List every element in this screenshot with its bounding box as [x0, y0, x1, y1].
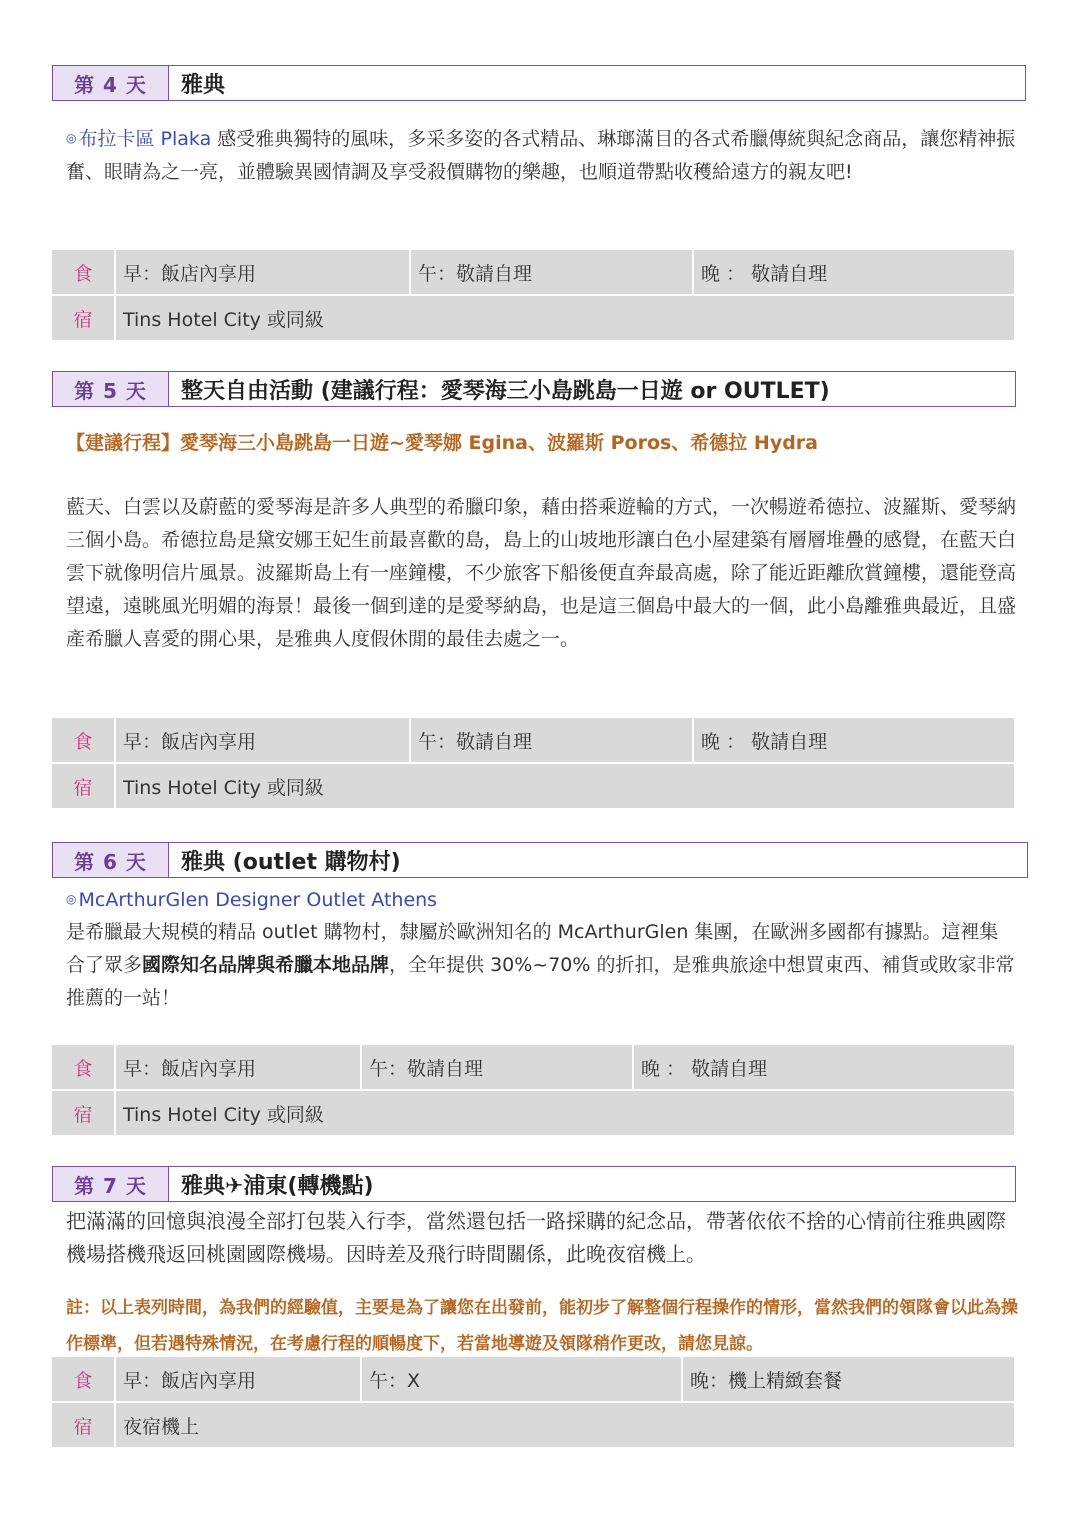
bullet-icon: ◎ [66, 892, 77, 906]
hotel-cell: Tins Hotel City 或同級 [123, 1103, 324, 1126]
day-number: 第 7 天 [53, 1167, 169, 1201]
day-4-intro [66, 122, 1016, 189]
breakfast-cell: 早：飯店內享用 [116, 1357, 362, 1401]
breakfast-cell: 早：飯店內享用 [116, 1045, 362, 1089]
plaka-link[interactable]: 布拉卡區 Plaka [78, 128, 212, 150]
outlet-link[interactable]: McArthurGlen Designer Outlet Athens [78, 889, 438, 911]
hotel-tag: 宿 [52, 1091, 116, 1135]
day-title: 整天自由活動 (建議行程：愛琴海三小島跳島一日遊 or OUTLET) [181, 378, 830, 404]
breakfast-cell: 早：飯店內享用 [116, 718, 411, 762]
hotel-row [52, 1089, 1014, 1135]
intro-text: 感受雅典獨特的風味，多采多姿的各式精品、琳瑯滿目的各式希臘傳統與紀念商品，讓您精神振奮、眼睛為之一亮，並體驗異國情調及享受殺價購物的樂趣，也順道帶點收穫給遠方的親友吧! [66, 128, 1016, 183]
day-7-body: 把滿滿的回憶與浪漫全部打包裝入行李，當然還包括一路採購的紀念品，帶著依依不捨的心情前往雅典國際機場搭機飛返回桃園國際機場。因時差及飛行時間關係，此晚夜宿機上。 [66, 1209, 1006, 1266]
dinner-cell: 晚：機上精緻套餐 [690, 1369, 843, 1392]
day-6-outlet-link-line [66, 883, 1016, 917]
meal-tag: 食 [52, 1045, 116, 1089]
meal-tag: 食 [52, 250, 116, 294]
hotel-tag: 宿 [52, 764, 116, 808]
meal-row [52, 1045, 1014, 1089]
hotel-cell: Tins Hotel City 或同級 [123, 308, 324, 331]
day-4-header [52, 65, 1026, 101]
hotel-tag: 宿 [52, 1403, 116, 1447]
hotel-cell: Tins Hotel City 或同級 [123, 776, 324, 799]
day-7-meal-table [52, 1357, 1014, 1447]
day-4-meal-table [52, 250, 1014, 340]
lunch-cell: 午：X [362, 1357, 683, 1401]
day-6-body [66, 916, 1016, 1015]
day-5-suggestion: 【建議行程】愛琴海三小島跳島一日遊~愛琴娜 Egina、波羅斯 Poros、希德拉 Hydra [66, 432, 818, 454]
dinner-cell: 晚 ： 敬請自理 [641, 1057, 768, 1080]
lunch-cell: 午：敬請自理 [362, 1045, 634, 1089]
meal-row [52, 1357, 1014, 1401]
body-text: 是希臘最大規模的精品 outlet 購物村，隸屬於歐洲知名的 McArthurGlen 集團，在歐洲多國都有據點。這裡集合了眾多 [66, 921, 999, 976]
body-bold-text: 國際知名品牌與希臘本地品牌 [142, 954, 390, 976]
dinner-cell: 晚 ： 敬請自理 [701, 730, 828, 753]
meal-row [52, 718, 1014, 762]
breakfast-cell: 早：飯店內享用 [116, 250, 411, 294]
meal-tag: 食 [52, 718, 116, 762]
day-5-header [52, 371, 1016, 407]
disclaimer-note: 註：以上表列時間，為我們的經驗值，主要是為了讓您在出發前，能初步了解整個行程操作的情形，當然我們的領隊會以此為操作標準，但若遇特殊情況，在考慮行程的順暢度下，若當地導遊及領隊稍作更改，請您見諒。 [66, 1298, 1018, 1354]
dinner-cell: 晚 ： 敬請自理 [701, 262, 828, 285]
body-text: ，全年提供 30%~70% 的折扣，是雅典旅途中想買東西、補貨或敗家非常推薦的一站！ [66, 954, 1015, 1009]
hotel-tag: 宿 [52, 296, 116, 340]
day-number: 第 5 天 [53, 372, 169, 406]
meal-tag: 食 [52, 1357, 116, 1401]
hotel-row [52, 294, 1014, 340]
day-title: 雅典 (outlet 購物村) [181, 849, 401, 875]
lunch-cell: 午：敬請自理 [411, 250, 694, 294]
day-number: 第 4 天 [53, 66, 169, 100]
hotel-row [52, 762, 1014, 808]
hotel-row [52, 1401, 1014, 1447]
day-6-header [52, 842, 1028, 878]
day-number: 第 6 天 [53, 843, 169, 877]
day-title: 雅典✈浦東(轉機點) [181, 1173, 374, 1199]
day-6-meal-table [52, 1045, 1014, 1135]
hotel-cell: 夜宿機上 [123, 1415, 200, 1438]
bullet-icon: ◎ [66, 131, 77, 145]
lunch-cell: 午：敬請自理 [411, 718, 694, 762]
day-5-meal-table [52, 718, 1014, 808]
day-5-body: 藍天、白雲以及蔚藍的愛琴海是許多人典型的希臘印象，藉由搭乘遊輪的方式，一次暢遊希德拉、波羅斯、愛琴納三個小島。希德拉島是黛安娜王妃生前最喜歡的島，島上的山坡地形讓白色小屋建築有層層堆疊的感覺，在藍天白雲下就像明信片風景。波羅斯島上有一座鐘樓，不少旅客下船後便直奔最高處，除了能近距離欣賞鐘樓，還能登高望遠，遠眺風光明媚的海景！最後一個到達的是愛琴納島，也是這三個島中最大的一個，此小島離雅典最近，且盛產希臘人喜愛的開心果，是雅典人度假休閒的最佳去處之一。 [66, 496, 1017, 650]
meal-row [52, 250, 1014, 294]
day-7-header [52, 1166, 1016, 1202]
day-title: 雅典 [181, 72, 226, 98]
